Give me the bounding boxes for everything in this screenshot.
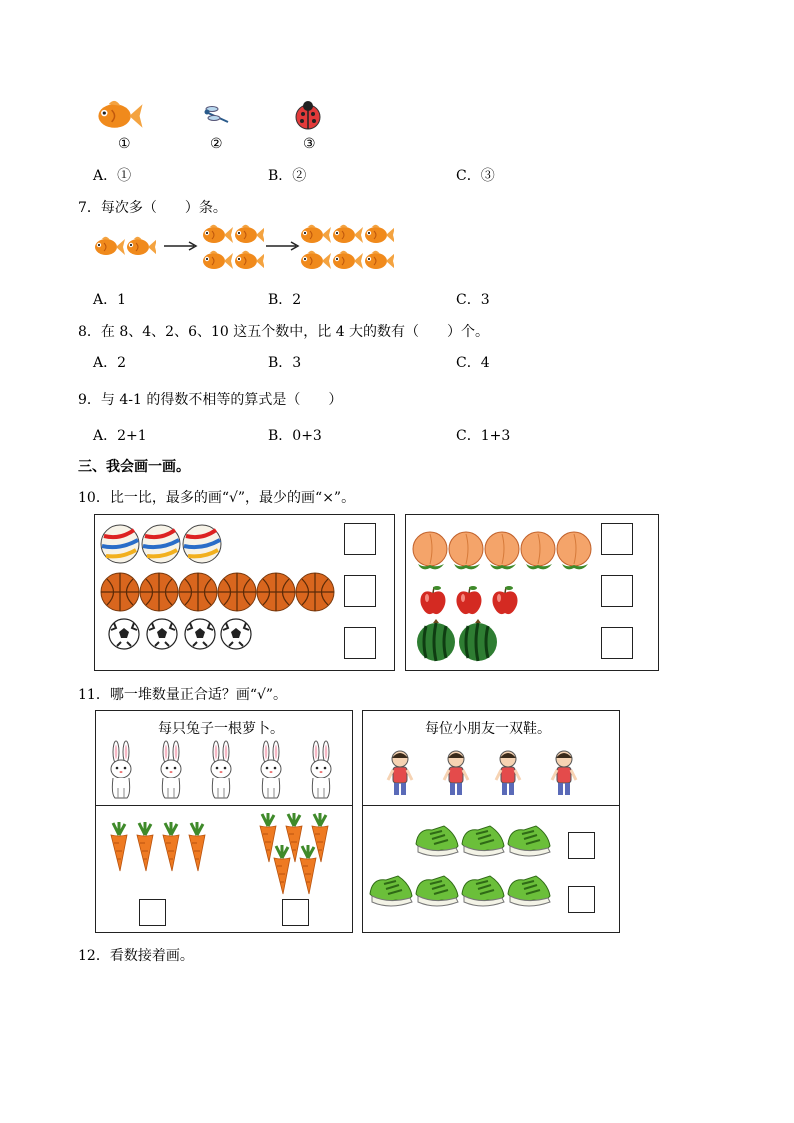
dragonfly-icon	[202, 104, 230, 128]
shoe-pile-4	[368, 868, 554, 914]
carrot-pile-5	[256, 812, 336, 896]
q8-option-a[interactable]: A．2	[93, 355, 127, 371]
q11-title: 11．哪一堆数量正合适？画“√”。	[78, 687, 288, 703]
answer-box-peach[interactable]	[601, 523, 633, 555]
q9-option-a[interactable]: A．2+1	[93, 428, 147, 444]
answer-box-carrot-pile-4[interactable]	[139, 899, 166, 926]
q7-option-b[interactable]: B．2	[268, 292, 302, 308]
shoe-pile-3	[414, 818, 554, 862]
peach-row	[410, 528, 596, 572]
answer-box-watermelon[interactable]	[601, 627, 633, 659]
answer-box-volleyball[interactable]	[344, 523, 376, 555]
q6-option-a[interactable]: A．①	[93, 168, 132, 184]
kids-row	[386, 748, 586, 798]
arrow-icon	[164, 240, 198, 252]
basketball-row	[100, 571, 340, 613]
answer-box-basketball[interactable]	[344, 575, 376, 607]
circle-label-3: ③	[303, 136, 316, 152]
q6-option-b[interactable]: B．②	[268, 168, 307, 184]
fish-group-3	[298, 222, 394, 274]
fish-group-1	[92, 234, 156, 260]
q9-title: 9．与 4-1 的得数不相等的算式是（ ）	[78, 392, 343, 408]
q9-option-b[interactable]: B．0+3	[268, 428, 322, 444]
answer-box-apple[interactable]	[601, 575, 633, 607]
answer-box-carrot-pile-5[interactable]	[282, 899, 309, 926]
answer-box-soccer-ball[interactable]	[344, 627, 376, 659]
q8-option-b[interactable]: B．3	[268, 355, 302, 371]
soccer-ball-row	[108, 617, 258, 651]
arrow-icon	[266, 240, 300, 252]
goldfish-icon	[94, 98, 144, 134]
apple-row	[418, 583, 522, 615]
volleyball-row	[100, 523, 226, 565]
answer-box-shoe-pile-4[interactable]	[568, 886, 595, 913]
divider	[95, 805, 353, 806]
q8-title: 8．在 8、4、2、6、10 这五个数中，比 4 大的数有（ ）个。	[78, 324, 490, 340]
answer-box-shoe-pile-3[interactable]	[568, 832, 595, 859]
q6-option-c[interactable]: C．③	[456, 168, 495, 184]
circle-label-1: ①	[118, 136, 131, 152]
circle-label-2: ②	[210, 136, 223, 152]
q7-option-a[interactable]: A．1	[93, 292, 127, 308]
q10-title: 10．比一比，最多的画“√”，最少的画“×”。	[78, 490, 356, 506]
ladybug-icon	[293, 100, 323, 130]
fish-group-2	[200, 222, 264, 274]
q8-option-c[interactable]: C．4	[456, 355, 490, 371]
section-3-heading: 三、我会画一画。	[78, 459, 190, 475]
q7-title: 7．每次多（ ）条。	[78, 200, 227, 216]
divider	[362, 805, 620, 806]
q12-title: 12．看数接着画。	[78, 948, 194, 964]
watermelon-row	[414, 619, 500, 663]
rabbit-caption: 每只兔子一根萝卜。	[158, 721, 284, 737]
carrot-pile-4	[107, 822, 211, 872]
q7-option-c[interactable]: C．3	[456, 292, 490, 308]
q9-option-c[interactable]: C．1+3	[456, 428, 511, 444]
rabbit-row	[105, 740, 345, 800]
kids-caption: 每位小朋友一双鞋。	[425, 721, 551, 737]
